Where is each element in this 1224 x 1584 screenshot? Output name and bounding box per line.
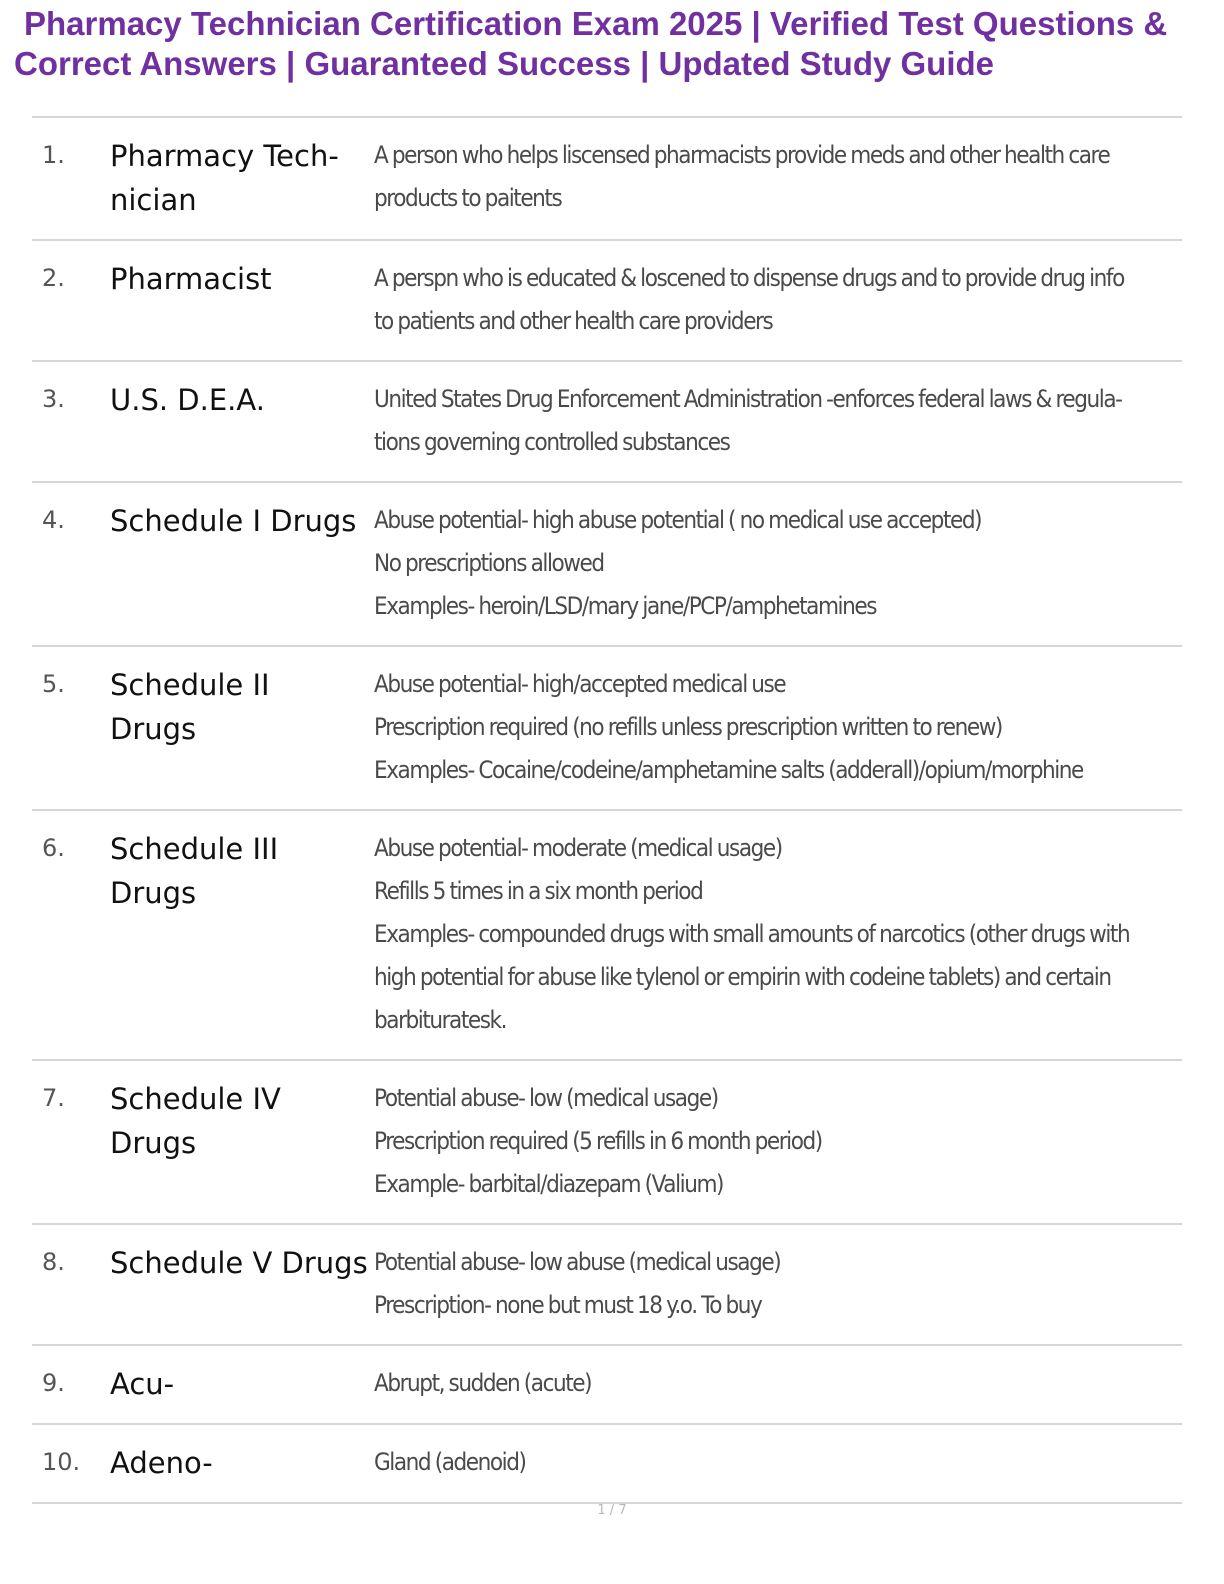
entry-term: U.S. D.E.A. — [110, 383, 265, 417]
definition-line: tions governing controlled substances — [374, 428, 730, 456]
flashcard-row — [32, 483, 1182, 647]
definition-line: Abrupt, sudden (acute) — [374, 1369, 592, 1397]
definition-line: Examples- Cocaine/codeine/amphetamine salts (adderall)/opium/morphine — [374, 756, 1083, 784]
entry-term: Pharmacist — [110, 262, 272, 296]
entry-definition — [374, 134, 1199, 220]
definition-line: high potential for abuse like tylenol or empirin with codeine tablets) and certain — [374, 963, 1111, 991]
definition-line: Prescription required (5 refills in 6 month period) — [374, 1127, 822, 1155]
definition-line: Examples- heroin/LSD/mary jane/PCP/amphetamines — [374, 592, 877, 620]
entry-term: Schedule V Drugs — [110, 1246, 368, 1280]
entry-term: Acu- — [110, 1367, 175, 1401]
definition-line: Prescription required (no refills unless prescription written to renew) — [374, 713, 1002, 741]
page-indicator: 1 / 7 — [597, 1503, 627, 1518]
entry-definition — [374, 499, 1182, 628]
entry-term: Pharmacy Tech- nician — [110, 139, 339, 217]
flashcard-row — [32, 1346, 1182, 1425]
definition-line: barbituratesk. — [374, 1006, 507, 1034]
definition-line: Potential abuse- low (medical usage) — [374, 1084, 718, 1112]
entry-term: Schedule II Drugs — [110, 668, 270, 746]
definition-line: Example- barbital/diazepam (Valium) — [374, 1170, 724, 1198]
entry-term: Schedule III Drugs — [110, 832, 279, 910]
entry-definition — [374, 827, 1221, 1042]
flashcard-row — [32, 647, 1182, 811]
entry-number: 7. — [42, 1084, 65, 1112]
entry-number: 1. — [42, 141, 65, 169]
entry-definition — [374, 1362, 1182, 1405]
entry-number: 10. — [42, 1448, 81, 1476]
definition-line: Abuse potential- high/accepted medical use — [374, 670, 786, 698]
definition-line: A person who helps liscensed pharmacists provide meds and other health care — [374, 141, 1110, 169]
flashcard-row — [32, 1425, 1182, 1504]
entry-number: 9. — [42, 1369, 65, 1397]
entry-definition — [374, 1241, 1182, 1327]
entry-number: 8. — [42, 1248, 65, 1276]
flashcard-row — [32, 362, 1182, 483]
entry-term: Schedule I Drugs — [110, 504, 357, 538]
flashcard-row — [32, 811, 1182, 1061]
definition-line: Potential abuse- low abuse (medical usage) — [374, 1248, 781, 1276]
definition-line: to patients and other health care providers — [374, 307, 773, 335]
definition-line: Abuse potential- moderate (medical usage) — [374, 834, 782, 862]
flashcard-row — [32, 118, 1182, 241]
definition-line: No prescriptions allowed — [374, 549, 604, 577]
entry-term: Adeno- — [110, 1446, 213, 1480]
entry-number: 2. — [42, 264, 65, 292]
entry-definition — [374, 378, 1213, 464]
entry-number: 3. — [42, 385, 65, 413]
entry-number: 4. — [42, 506, 65, 534]
flashcard-row — [32, 1061, 1182, 1225]
definition-line: Abuse potential- high abuse potential ( no medical use accepted) — [374, 506, 982, 534]
document-title: Pharmacy Technician Certification Exam 2025 | Verified Test Questions & Correct Answers | Guaranteed Success | Updated Study Guide — [14, 5, 1168, 82]
definition-line: products to paitents — [374, 184, 562, 212]
entry-number: 5. — [42, 670, 65, 698]
entry-definition — [374, 663, 1182, 792]
definition-line: Gland (adenoid) — [374, 1448, 526, 1476]
flashcard-row — [32, 1225, 1182, 1346]
entry-number: 6. — [42, 834, 65, 862]
definition-line: Prescription- none but must 18 y.o. To buy — [374, 1291, 762, 1319]
definition-line: Refills 5 times in a six month period — [374, 877, 703, 905]
entry-definition — [374, 1441, 1182, 1484]
entry-term: Schedule IV Drugs — [110, 1082, 281, 1160]
entry-definition — [374, 1077, 1182, 1206]
definition-line: United States Drug Enforcement Administration -enforces federal laws & regula- — [374, 385, 1122, 413]
definition-line: A perspn who is educated & loscened to dispense drugs and to provide drug info — [374, 264, 1124, 292]
flashcard-list — [32, 116, 1182, 1504]
flashcard-row — [32, 241, 1182, 362]
entry-definition — [374, 257, 1215, 343]
definition-line: Examples- compounded drugs with small amounts of narcotics (other drugs with — [374, 920, 1130, 948]
